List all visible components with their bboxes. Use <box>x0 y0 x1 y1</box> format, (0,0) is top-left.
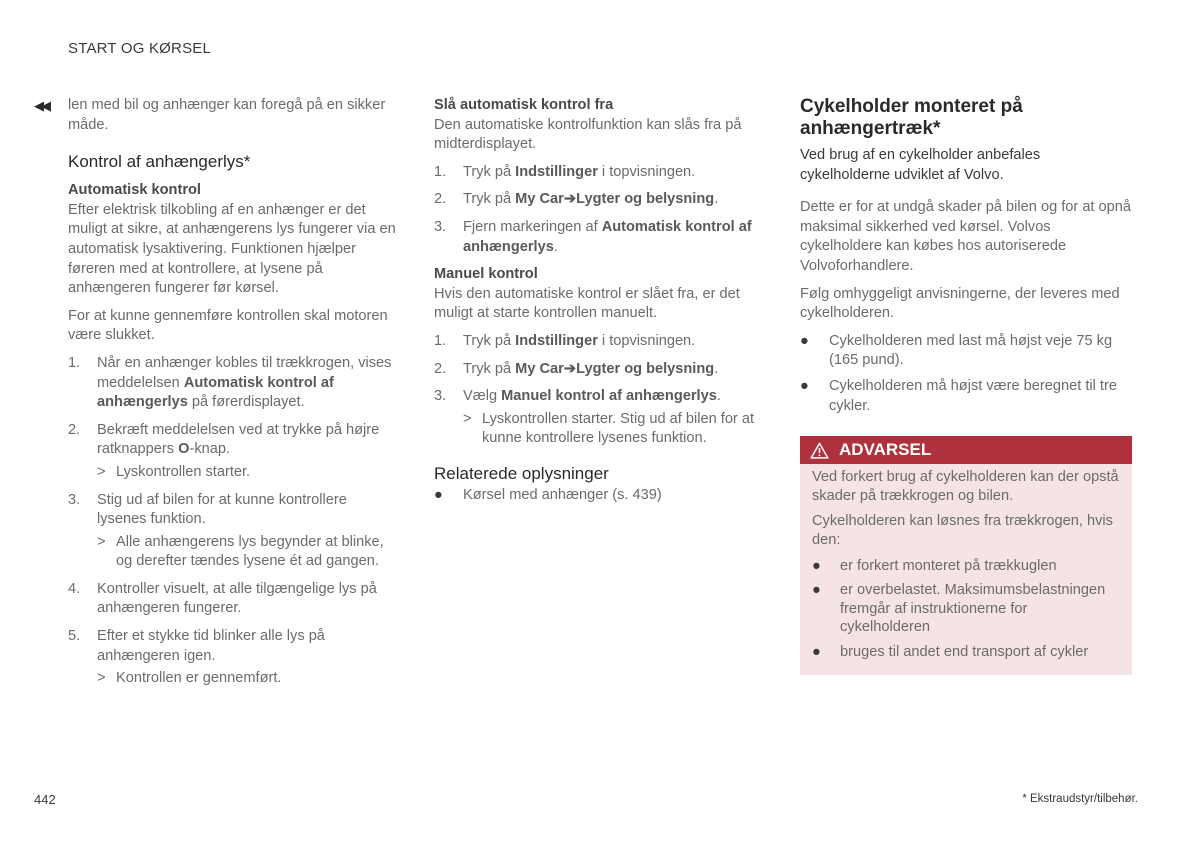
ui-term: Manuel kontrol af anhængerlys <box>501 388 717 405</box>
bike-carrier-bullets <box>800 332 1132 416</box>
bullet-icon: ● <box>434 486 443 503</box>
ui-term: My Car <box>515 191 564 208</box>
manual-check-steps <box>434 332 764 449</box>
step-item <box>434 360 764 380</box>
step-number: 3. <box>434 388 447 405</box>
step-text <box>97 581 377 617</box>
step-text-part: på førerdisplayet. <box>187 394 305 411</box>
ui-term: Automatisk kontrol af anhængerlys <box>463 218 752 255</box>
menu-path-arrow-icon: ➔ <box>563 191 577 208</box>
step-text <box>463 164 695 180</box>
warning-header <box>800 436 1132 464</box>
step-text-part: Tryk på <box>463 191 516 208</box>
step-number: 2. <box>68 421 81 438</box>
step-item <box>434 387 764 449</box>
column-left <box>34 96 398 697</box>
manual-check-heading: Manuel kontrol <box>434 266 538 283</box>
step-item <box>434 218 764 257</box>
continued-text: len med bil og anhænger kan foregå på en sikker måde. <box>68 97 386 133</box>
step-item <box>434 163 764 183</box>
step-text-part: . <box>553 238 558 255</box>
step-result-text: Kontrollen er gennemført. <box>116 670 282 687</box>
bullet-icon: ● <box>800 332 809 349</box>
step-text <box>97 628 325 664</box>
step-text <box>463 333 695 349</box>
bike-carrier-text-2: Følg omhyggeligt anvisningerne, der leveres med cykelholderen. <box>800 285 1120 322</box>
step-result-text: Alle anhængerens lys begynder at blinke, og derefter tændes lysene ét ad gangen. <box>116 533 384 570</box>
step-result <box>97 533 398 572</box>
step-text <box>97 422 379 458</box>
step-text-part: Tryk på <box>463 163 516 180</box>
ui-term: My Car <box>515 360 564 377</box>
warning-title: ADVARSEL <box>839 440 932 460</box>
related-info-list <box>434 486 764 506</box>
step-text-part: i topvisningen. <box>597 332 696 349</box>
bullet-icon: ● <box>812 643 821 660</box>
step-text <box>463 388 721 404</box>
ui-term: Indstillinger <box>515 163 598 180</box>
step-number: 2. <box>434 191 447 208</box>
step-text-part: Stig ud af bilen for at kunne kontrollere lysenes funktion. <box>97 491 347 528</box>
section-header: START OG KØRSEL <box>68 40 212 57</box>
step-text-part: Når en anhænger kobles til trækkrogen, vises meddelelsen <box>97 354 392 391</box>
step-text-part: i topvisningen. <box>597 163 696 180</box>
automatic-check-subheading: Automatisk kontrol <box>68 182 201 199</box>
disable-automatic-check-heading: Slå automatisk kontrol fra <box>434 97 614 113</box>
continued-from-previous-page-icon: ◀◀ <box>34 98 48 113</box>
related-info-heading: Relaterede oplysninger <box>434 463 609 483</box>
result-marker-icon: > <box>97 670 106 687</box>
automatic-check-steps <box>68 354 398 689</box>
warning-box <box>800 436 1132 675</box>
warning-bullets <box>812 557 1120 662</box>
warning-text-2: Cykelholderen kan løsnes fra trækkrogen, hvis den: <box>812 513 1113 548</box>
column-middle <box>434 96 764 512</box>
bullet-item <box>434 486 764 506</box>
step-item <box>68 421 398 483</box>
page-number: 442 <box>34 792 56 807</box>
manual-check-text: Hvis den automatiske kontrol er slået fra, er det muligt at starte kontrollen manuelt. <box>434 285 740 322</box>
step-number: 5. <box>68 628 81 645</box>
step-result <box>463 410 764 449</box>
continued-paragraph <box>34 96 398 135</box>
step-text <box>463 219 752 255</box>
bullet-item <box>812 581 1120 637</box>
bullet-icon: ● <box>812 582 821 599</box>
step-item <box>68 354 398 413</box>
step-text-part: . <box>714 191 719 208</box>
step-result-text: Lyskontrollen starter. <box>116 463 251 480</box>
step-text <box>463 361 718 377</box>
disable-steps <box>434 163 764 257</box>
bullet-text: Kørsel med anhænger (s. 439) <box>463 486 662 503</box>
step-number: 3. <box>434 218 447 235</box>
footnote: * Ekstraudstyr/tilbehør. <box>1022 793 1138 805</box>
bullet-item <box>812 643 1120 662</box>
ui-term: Lygter og belysning <box>576 191 715 208</box>
step-text-part: . <box>714 360 719 377</box>
step-text-part: Kontroller visuelt, at alle tilgængelige lys på anhængeren fungerer. <box>97 580 377 617</box>
step-result <box>97 463 398 483</box>
bullet-text: er overbelastet. Maksimumsbelastningen fremgår af instruktionerne for cykelholderen <box>840 582 1106 636</box>
bike-carrier-lead: Ved brug af en cykelholder anbefales cykelholderne udviklet af Volvo. <box>800 147 1041 183</box>
step-item <box>434 190 764 210</box>
ui-term: O <box>178 441 190 458</box>
bullet-item <box>800 332 1132 371</box>
step-text-part: Tryk på <box>463 360 516 377</box>
step-text <box>97 492 347 528</box>
step-text <box>463 191 718 207</box>
automatic-check-text: Efter elektrisk tilkobling af en anhænger er det muligt at sikre, at anhængerens lys fungerer via en automatisk lysaktivering. Funktionen hjælper føreren med at kontrollere, at lysene på anhængeren fungerer før kørsel. <box>68 201 396 297</box>
bullet-item <box>812 557 1120 576</box>
step-number: 1. <box>434 332 447 349</box>
step-item <box>68 491 398 572</box>
warning-body <box>800 464 1132 675</box>
step-item <box>68 580 398 619</box>
engine-off-note: For at kunne gennemføre kontrollen skal motoren være slukket. <box>68 307 388 344</box>
step-text <box>97 355 391 410</box>
step-text-part: . <box>716 388 721 405</box>
bike-carrier-text-1: Dette er for at undgå skader på bilen og for at opnå maksimal sikkerhed ved kørsel. Volvos cykelholdere kan købes hos autoriserede Volvoforhandlere. <box>800 199 1132 274</box>
step-number: 3. <box>68 491 81 508</box>
result-marker-icon: > <box>463 410 472 427</box>
result-marker-icon: > <box>97 463 106 480</box>
trailer-light-check-heading: Kontrol af anhængerlys* <box>68 152 251 172</box>
step-number: 4. <box>68 580 81 597</box>
ui-term: Indstillinger <box>515 332 598 349</box>
bullet-text: er forkert monteret på trækkuglen <box>840 557 1057 574</box>
bullet-text: bruges til andet end transport af cykler <box>840 643 1089 660</box>
warning-text-1: Ved forkert brug af cykelholderen kan der opstå skader på trækkrogen og bilen. <box>812 469 1119 504</box>
bullet-icon: ● <box>812 557 821 574</box>
bullet-text: Cykelholderen må højst være beregnet til tre cykler. <box>829 377 1117 414</box>
bike-carrier-heading: Cykelholder monteret på anhængertræk* <box>800 96 1023 139</box>
step-number: 2. <box>434 360 447 377</box>
step-number: 1. <box>68 354 81 371</box>
ui-term: Automatisk kontrol af anhængerlys <box>97 374 334 411</box>
result-marker-icon: > <box>97 533 106 550</box>
step-item <box>434 332 764 352</box>
step-number: 1. <box>434 163 447 180</box>
ui-term: Lygter og belysning <box>576 360 715 377</box>
step-result-text: Lyskontrollen starter. Stig ud af bilen for at kunne kontrollere lysenes funktion. <box>482 410 755 447</box>
warning-triangle-icon <box>810 442 829 459</box>
bullet-icon: ● <box>800 377 809 394</box>
step-text-part: Efter et stykke tid blinker alle lys på anhængeren igen. <box>97 628 325 664</box>
step-item <box>68 627 398 689</box>
disable-automatic-check-text: Den automatiske kontrolfunktion kan slås fra på midterdisplayet. <box>434 116 742 153</box>
bullet-item <box>800 377 1132 416</box>
step-text-part: Vælg <box>463 388 502 405</box>
step-text-part: Fjern markeringen af <box>463 218 602 235</box>
bullet-text: Cykelholderen med last må højst veje 75 kg (165 pund). <box>829 332 1113 369</box>
step-result <box>97 669 398 689</box>
step-text-part: Bekræft meddelelsen ved at trykke på højre ratknappers <box>97 421 380 458</box>
menu-path-arrow-icon: ➔ <box>563 360 577 377</box>
column-right <box>800 96 1132 675</box>
step-text-part: -knap. <box>189 441 231 458</box>
step-text-part: Tryk på <box>463 332 516 349</box>
